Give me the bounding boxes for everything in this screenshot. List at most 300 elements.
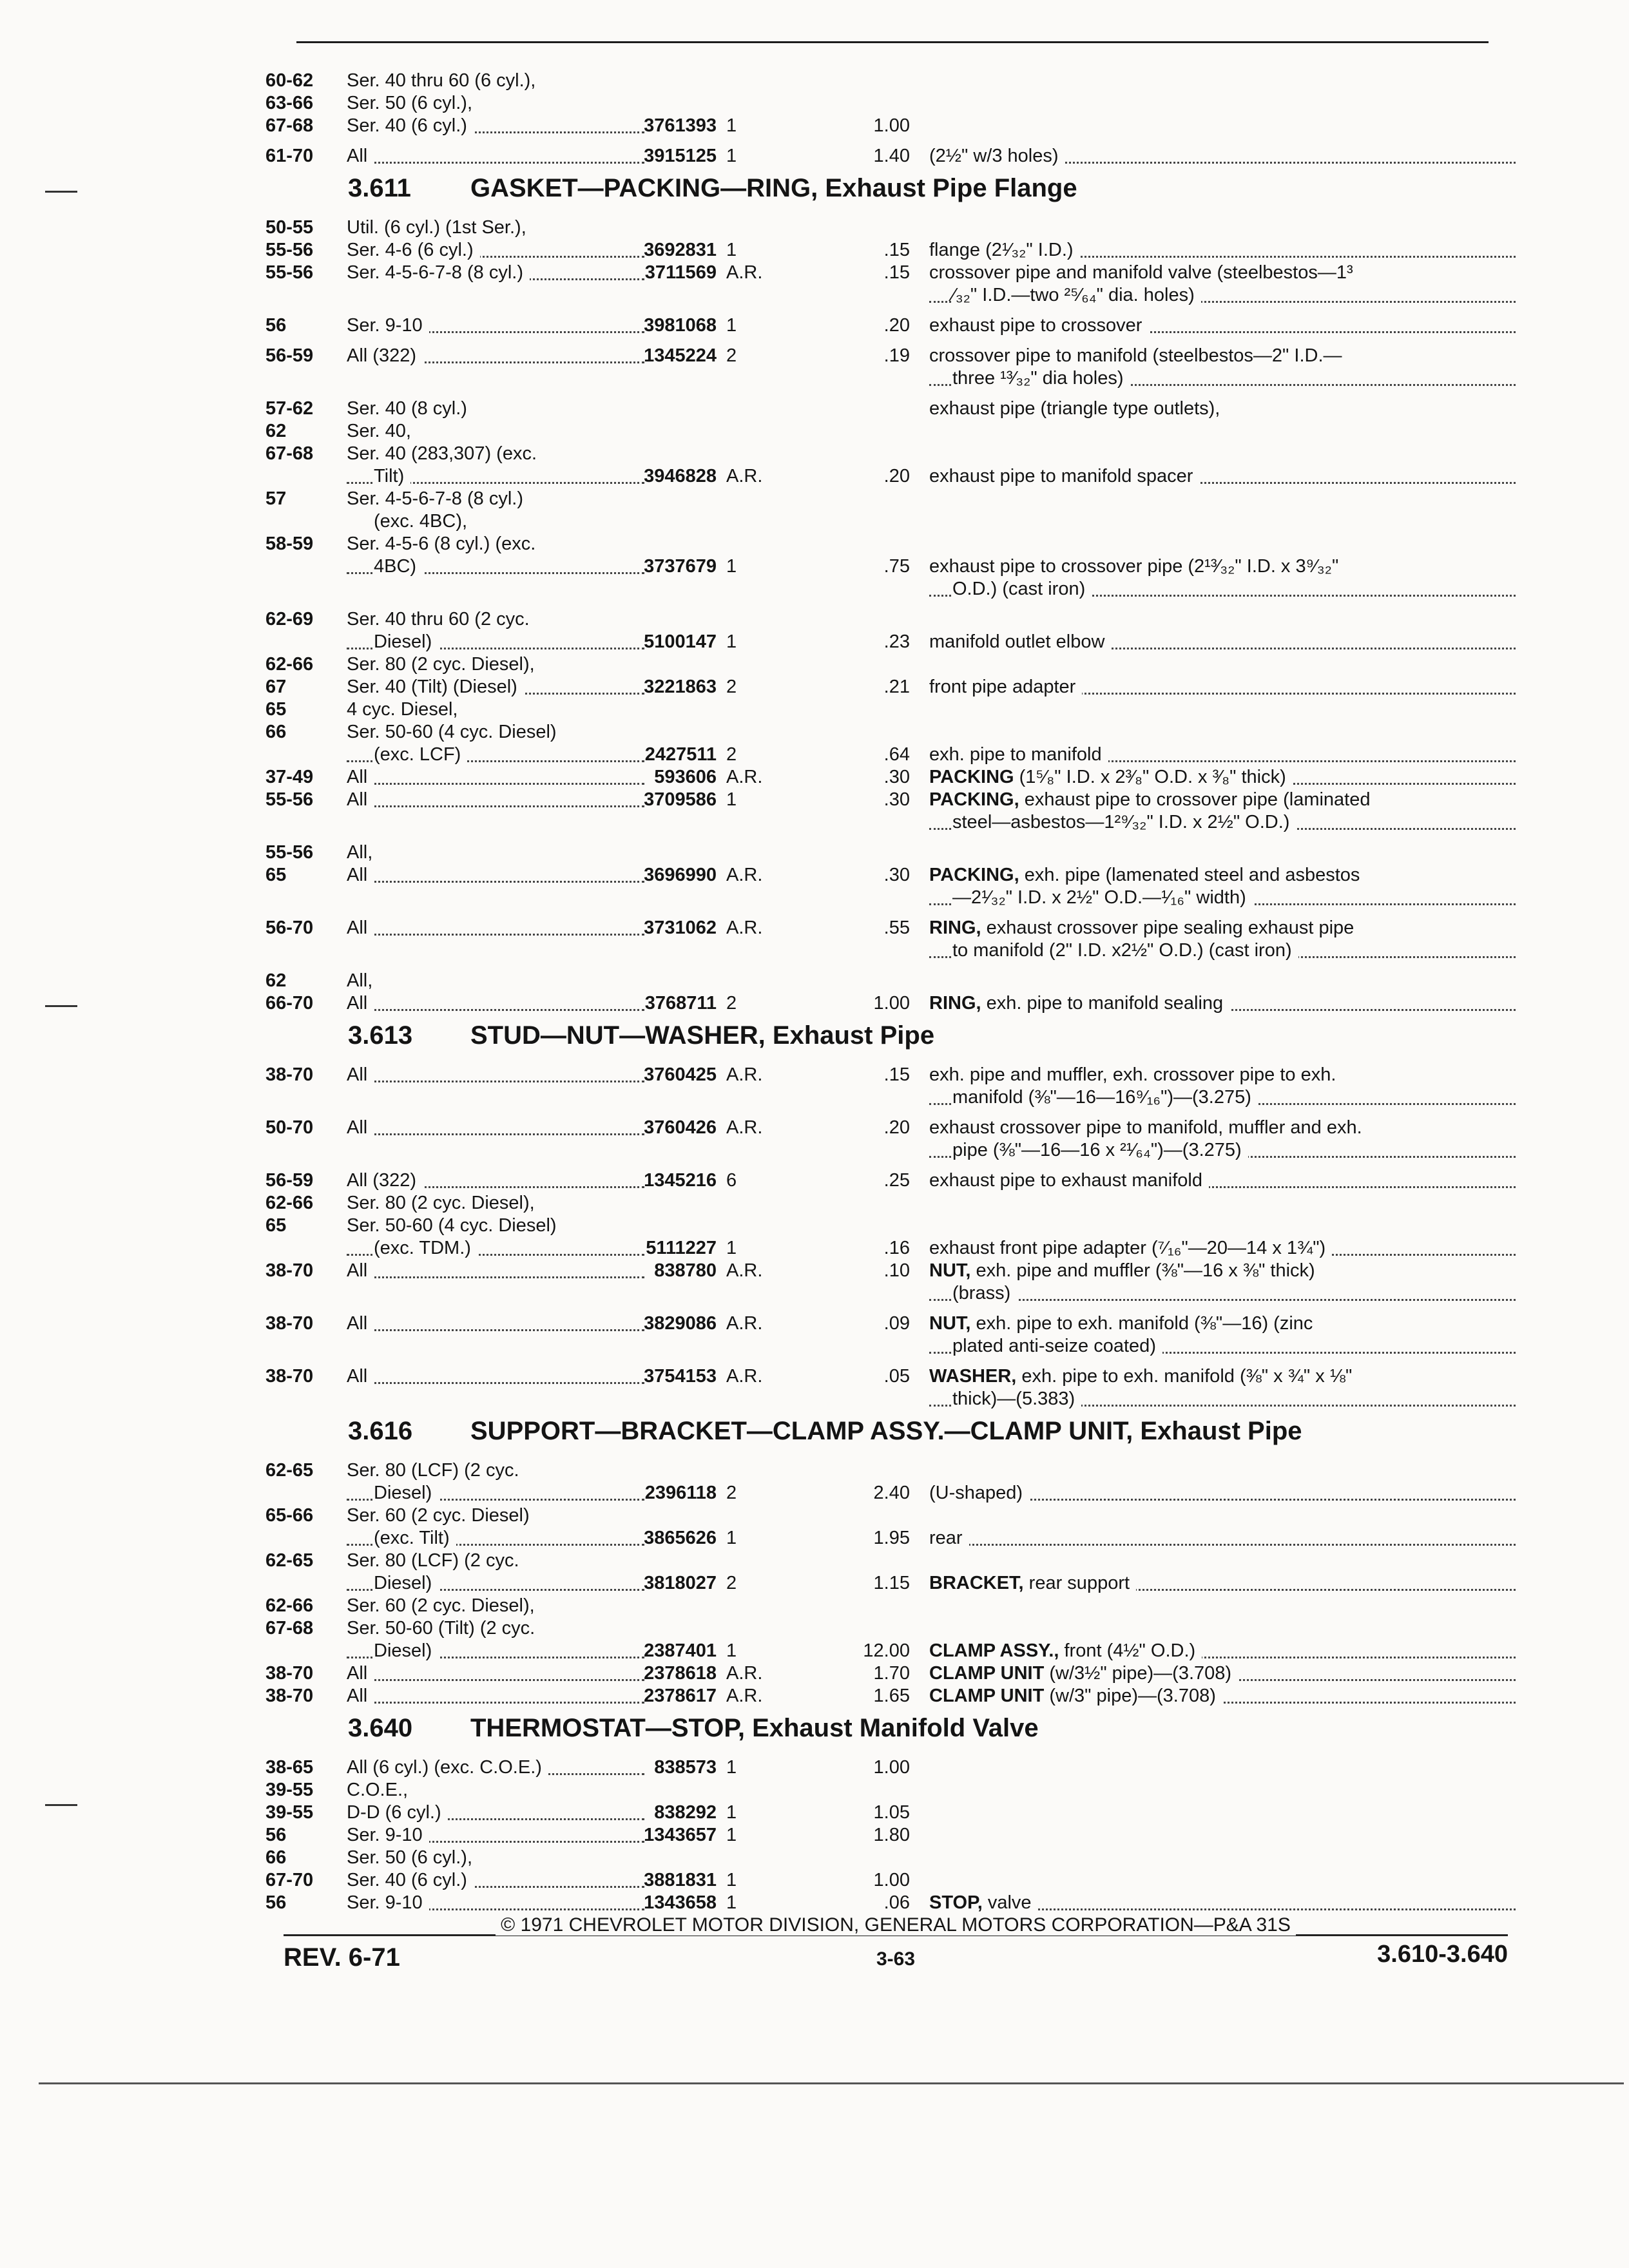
model-years: 61-70 — [265, 146, 314, 166]
part-description — [929, 1686, 1222, 1706]
part-description-cell — [929, 789, 1516, 811]
parts-line — [265, 992, 1522, 1015]
model-description: All — [347, 1313, 374, 1334]
quantity: 1 — [726, 1892, 737, 1913]
model-cell — [347, 145, 644, 168]
parts-line — [265, 284, 1522, 307]
quantity: A.R. — [726, 1663, 763, 1684]
part-description — [929, 744, 1108, 765]
model-cell — [347, 1640, 644, 1662]
part-description — [929, 1117, 1369, 1138]
model-description: Ser. 40 thru 60 (2 cyc. — [347, 609, 536, 629]
part-number: 3768711 — [644, 993, 717, 1014]
part-description-cell — [929, 766, 1516, 789]
part-description-text: manifold (⅜"—16—16⁹⁄₁₆")—(3.275) — [952, 1087, 1251, 1108]
part-description-cell — [929, 1117, 1516, 1139]
part-description — [952, 812, 1296, 832]
quantity: 2 — [726, 1483, 737, 1503]
model-description: All (322) — [347, 1170, 423, 1191]
model-cell — [347, 70, 644, 92]
leader-dots — [347, 1009, 644, 1011]
parts-line — [265, 533, 1522, 555]
section-heading — [265, 168, 1522, 209]
model-cell — [347, 1847, 644, 1869]
section-heading — [265, 1410, 1522, 1452]
model-description: All — [347, 1663, 374, 1684]
model-cell — [347, 1685, 644, 1707]
model-cell — [347, 239, 644, 262]
price: .06 — [883, 1892, 910, 1913]
part-description-cell — [929, 1169, 1516, 1192]
price: .15 — [883, 1064, 910, 1085]
model-description: C.O.E., — [347, 1780, 414, 1800]
price: 2.40 — [873, 1483, 910, 1503]
quantity: 1 — [726, 1528, 737, 1548]
part-number: 3981068 — [644, 315, 717, 336]
part-description-text: ⁄₃₂" I.D.—two ²⁵⁄₆₄" dia. holes) — [952, 285, 1195, 305]
price: .25 — [883, 1170, 910, 1191]
parts-entry — [265, 1117, 1522, 1162]
parts-entry — [265, 345, 1522, 390]
quantity: 2 — [726, 345, 737, 366]
part-number: 3221863 — [644, 677, 717, 697]
model-description: Ser. 40 thru 60 (6 cyl.), — [347, 70, 542, 91]
part-description — [929, 993, 1229, 1014]
parts-line — [265, 1139, 1522, 1162]
part-number: 3709586 — [644, 789, 717, 810]
part-description-cell — [929, 864, 1516, 887]
model-years: 38-70 — [265, 1366, 314, 1387]
copyright-text: © 1971 CHEVROLET MOTOR DIVISION, GENERAL MOTORS CORPORATION—P&A 31S — [496, 1914, 1296, 1936]
parts-line — [265, 1388, 1522, 1410]
part-description — [929, 262, 1360, 283]
model-cell — [347, 1504, 644, 1527]
model-years: 38-70 — [265, 1064, 314, 1085]
model-cell — [347, 608, 644, 631]
leader-dots — [347, 1081, 644, 1082]
price: 1.00 — [873, 1870, 910, 1890]
model-description: Ser. 80 (LCF) (2 cyc. — [347, 1460, 526, 1481]
model-cell — [347, 789, 644, 811]
model-cell — [347, 1892, 644, 1914]
price: .23 — [883, 631, 910, 652]
parts-line — [265, 1169, 1522, 1192]
part-description-text: —2¹⁄₃₂" I.D. x 2½" O.D.—¹⁄₁₆" width) — [952, 887, 1246, 908]
model-cell — [347, 721, 644, 744]
parts-entry — [265, 1756, 1522, 1914]
part-description — [929, 1064, 1342, 1085]
part-keyword: NUT, — [929, 1313, 971, 1334]
model-years: 50-70 — [265, 1117, 314, 1138]
part-description-text: (w/3" pipe)—(3.708) — [1044, 1686, 1216, 1706]
model-cell — [347, 744, 644, 766]
part-description-text: (brass) — [952, 1283, 1011, 1303]
price: .20 — [883, 1117, 910, 1138]
model-years: 66 — [265, 722, 287, 742]
parts-line — [265, 1824, 1522, 1847]
parts-line — [265, 970, 1522, 992]
model-cell — [347, 1779, 644, 1802]
quantity: 1 — [726, 631, 737, 652]
part-description — [929, 1170, 1209, 1191]
parts-line — [265, 1335, 1522, 1358]
part-description-cell — [929, 1139, 1516, 1162]
part-number: 3881831 — [644, 1870, 717, 1890]
leader-dots — [347, 881, 644, 883]
parts-line — [265, 1527, 1522, 1550]
model-description: Ser. 50-60 (4 cyc. Diesel) — [347, 1215, 563, 1236]
parts-line — [265, 1459, 1522, 1482]
model-cell — [347, 420, 644, 443]
part-keyword: CLAMP UNIT — [929, 1663, 1045, 1684]
part-description-cell — [929, 145, 1516, 168]
part-description-text: rear support — [1023, 1573, 1130, 1593]
leader-dots — [929, 1299, 1516, 1301]
model-cell — [347, 1064, 644, 1086]
part-number: 2378617 — [644, 1686, 717, 1706]
model-years: 60-62 — [265, 70, 314, 91]
parts-line — [265, 345, 1522, 367]
part-number: 2427511 — [644, 744, 717, 765]
model-years: 55-56 — [265, 262, 314, 283]
part-description — [929, 1483, 1029, 1503]
parts-line — [265, 555, 1522, 578]
page-footer — [284, 1912, 1508, 1983]
model-description: Ser. 40 (8 cyl.) — [347, 398, 474, 419]
leader-dots — [347, 934, 644, 936]
part-description-cell — [929, 1064, 1516, 1086]
part-number: 1345224 — [644, 345, 717, 366]
price: 1.00 — [873, 993, 910, 1014]
part-description-cell — [929, 1640, 1516, 1662]
part-description-text: exhaust pipe to crossover pipe (2¹³⁄₃₂" I.D. x 3⁹⁄₃₂" — [929, 556, 1339, 577]
quantity: 2 — [726, 1573, 737, 1593]
quantity: A.R. — [726, 918, 763, 938]
model-cell — [347, 1572, 644, 1595]
price: 1.80 — [873, 1825, 910, 1845]
model-years: 57 — [265, 488, 287, 509]
part-description-text: pipe (⅜"—16—16 x ²¹⁄₆₄")—(3.275) — [952, 1140, 1242, 1160]
model-description: Ser. 4-6 (6 cyl.) — [347, 240, 480, 260]
quantity: 1 — [726, 789, 737, 810]
quantity: A.R. — [726, 1313, 763, 1334]
price: .05 — [883, 1366, 910, 1387]
parts-entry — [265, 1064, 1522, 1109]
model-description: All — [347, 1117, 374, 1138]
section-title: THERMOSTAT—STOP, Exhaust Manifold Valve — [470, 1714, 1039, 1742]
part-description-cell — [929, 555, 1516, 578]
quantity: 1 — [726, 1802, 737, 1823]
part-keyword: STOP, — [929, 1892, 983, 1913]
model-years: 38-70 — [265, 1260, 314, 1281]
model-description: All, — [347, 970, 379, 991]
parts-line — [265, 314, 1522, 337]
part-description — [929, 466, 1199, 486]
part-description-cell — [929, 1365, 1516, 1388]
model-description: D-D (6 cyl.) — [347, 1802, 448, 1823]
part-description — [929, 1892, 1038, 1913]
part-number: 3711569 — [644, 262, 717, 283]
part-number: 3731062 — [644, 918, 717, 938]
price: 1.15 — [873, 1573, 910, 1593]
model-cell — [347, 1459, 644, 1482]
part-number: 5111227 — [646, 1238, 717, 1258]
part-description-text: rear — [929, 1528, 963, 1548]
part-description — [929, 767, 1293, 787]
leader-dots — [347, 783, 644, 785]
parts-entry — [265, 608, 1522, 834]
quantity: 2 — [726, 677, 737, 697]
model-cell — [347, 864, 644, 887]
price: .20 — [883, 315, 910, 336]
part-description — [952, 1336, 1162, 1356]
model-cell — [347, 841, 644, 864]
parts-line — [265, 1550, 1522, 1572]
model-description: Ser. 9-10 — [347, 315, 429, 336]
part-number: 3915125 — [644, 146, 717, 166]
bottom-rule — [39, 2082, 1624, 2084]
part-description-text: exhaust pipe to exhaust manifold — [929, 1170, 1202, 1191]
part-description-text: front (4½" O.D.) — [1059, 1640, 1196, 1661]
part-number: 3737679 — [644, 556, 717, 577]
part-description-text: flange (2¹⁄₃₂" I.D.) — [929, 240, 1074, 260]
part-description — [929, 1663, 1238, 1684]
part-description-text: exh. pipe to manifold sealing — [981, 993, 1224, 1014]
model-description: (exc. LCF) — [374, 744, 467, 765]
quantity: A.R. — [726, 1686, 763, 1706]
model-cell — [347, 398, 644, 420]
price: .21 — [883, 677, 910, 697]
model-description: All — [347, 993, 374, 1014]
part-number: 2396118 — [644, 1483, 717, 1503]
model-description: All — [347, 146, 374, 166]
section-number: 3.611 — [348, 174, 411, 202]
part-description-text: three ¹³⁄₃₂" dia holes) — [952, 368, 1124, 389]
parts-line — [265, 510, 1522, 533]
model-cell — [347, 510, 644, 533]
part-number: 3946828 — [644, 466, 717, 486]
part-keyword: PACKING, — [929, 865, 1019, 885]
price: .10 — [883, 1260, 910, 1281]
part-description-cell — [929, 631, 1516, 653]
section-heading — [265, 1015, 1522, 1056]
quantity: 1 — [726, 1640, 737, 1661]
part-number: 3696990 — [644, 865, 717, 885]
part-description — [929, 315, 1148, 336]
part-description-text: exhaust pipe to crossover pipe (laminated — [1019, 789, 1371, 810]
model-cell — [347, 992, 644, 1015]
model-description: 4 cyc. Diesel, — [347, 699, 464, 720]
model-description: Ser. 4-5-6-7-8 (8 cyl.) — [347, 488, 530, 509]
model-years: 57-62 — [265, 398, 314, 419]
parts-line — [265, 1064, 1522, 1086]
part-number: 838292 — [654, 1802, 717, 1823]
part-number: 1343658 — [644, 1892, 717, 1913]
part-number: 3760426 — [644, 1117, 717, 1138]
model-description: Ser. 50 (6 cyl.), — [347, 93, 479, 113]
model-cell — [347, 698, 644, 721]
model-years: 38-65 — [265, 1757, 314, 1778]
part-description-cell — [929, 887, 1516, 909]
price: .64 — [883, 744, 910, 765]
model-cell — [347, 1117, 644, 1139]
part-description-text: thick)—(5.383) — [952, 1389, 1075, 1409]
model-years: 62 — [265, 421, 287, 441]
parts-entry — [265, 70, 1522, 137]
leader-dots — [347, 1329, 644, 1331]
part-description — [952, 285, 1201, 305]
part-description-text: exh. pipe and muffler, exh. crossover pipe to exh. — [929, 1064, 1336, 1085]
parts-line — [265, 1662, 1522, 1685]
model-cell — [347, 631, 644, 653]
leader-dots — [347, 1133, 644, 1135]
model-years: 56 — [265, 1825, 287, 1845]
part-description-cell — [929, 917, 1516, 939]
part-description — [929, 556, 1345, 577]
part-description-text: exhaust front pipe adapter (⁷⁄₁₆"—20—14 x 1¾") — [929, 1238, 1326, 1258]
parts-entry — [265, 1169, 1522, 1305]
parts-entry — [265, 145, 1522, 168]
model-years: 56-59 — [265, 345, 314, 366]
part-description — [929, 865, 1366, 885]
model-cell — [347, 262, 644, 284]
model-cell — [347, 1169, 644, 1192]
model-years: 50-55 — [265, 217, 314, 238]
part-description-text: O.D.) (cast iron) — [952, 579, 1086, 599]
model-cell — [347, 345, 644, 367]
model-description: All — [347, 1366, 374, 1387]
model-description: Ser. 50-60 (Tilt) (2 cyc. — [347, 1618, 541, 1639]
part-description-text: (w/3½" pipe)—(3.708) — [1044, 1663, 1232, 1684]
quantity: 1 — [726, 1238, 737, 1258]
parts-line — [265, 92, 1522, 115]
part-number: 838780 — [654, 1260, 717, 1281]
model-cell — [347, 1312, 644, 1335]
part-description-cell — [929, 398, 1516, 420]
model-description: All (322) — [347, 345, 423, 366]
part-description — [952, 940, 1298, 961]
part-description — [929, 1313, 1319, 1334]
parts-line — [265, 1869, 1522, 1892]
section-title: STUD—NUT—WASHER, Exhaust Pipe — [470, 1021, 935, 1050]
price: 1.70 — [873, 1663, 910, 1684]
price: 1.00 — [873, 115, 910, 136]
model-description: All, — [347, 842, 379, 863]
part-description-cell — [929, 465, 1516, 488]
part-description-text: valve — [982, 1892, 1032, 1913]
parts-line — [265, 653, 1522, 676]
section-range: 3.610-3.640 — [1377, 1941, 1508, 1968]
model-cell — [347, 1550, 644, 1572]
parts-line — [265, 1312, 1522, 1335]
parts-line — [265, 744, 1522, 766]
part-description — [929, 1366, 1358, 1387]
model-years: 56 — [265, 315, 287, 336]
model-years: 38-70 — [265, 1313, 314, 1334]
model-cell — [347, 533, 644, 555]
model-years: 55-56 — [265, 789, 314, 810]
parts-line — [265, 841, 1522, 864]
quantity: 1 — [726, 1825, 737, 1845]
parts-line — [265, 420, 1522, 443]
quantity: 1 — [726, 1870, 737, 1890]
model-description: Ser. 9-10 — [347, 1892, 429, 1913]
model-cell — [347, 1662, 644, 1685]
part-description-text: exh. pipe (lamenated steel and asbestos — [1019, 865, 1360, 885]
model-description: Ser. 50-60 (4 cyc. Diesel) — [347, 722, 563, 742]
part-number: 593606 — [654, 767, 717, 787]
quantity: A.R. — [726, 1260, 763, 1281]
part-description-cell — [929, 345, 1516, 367]
margin-mark — [45, 191, 77, 193]
parts-line — [265, 766, 1522, 789]
part-description-text: to manifold (2" I.D. x2½" O.D.) (cast iron) — [952, 940, 1292, 961]
parts-line — [265, 631, 1522, 653]
parts-line — [265, 1685, 1522, 1707]
model-description: Util. (6 cyl.) (1st Ser.), — [347, 217, 533, 238]
parts-line — [265, 917, 1522, 939]
parts-line — [265, 939, 1522, 962]
price: .09 — [883, 1313, 910, 1334]
revision-label: REV. 6-71 — [284, 1943, 400, 1972]
price: 1.40 — [873, 146, 910, 166]
model-years: 62-66 — [265, 654, 314, 675]
model-description: (exc. 4BC), — [374, 511, 474, 532]
model-years: 65-66 — [265, 1505, 314, 1526]
quantity: A.R. — [726, 1366, 763, 1387]
parts-line — [265, 721, 1522, 744]
parts-line — [265, 1215, 1522, 1237]
parts-line — [265, 1086, 1522, 1109]
quantity: 1 — [726, 315, 737, 336]
part-description-text: exhaust crossover pipe sealing exhaust pipe — [981, 918, 1354, 938]
model-description: Ser. 4-5-6 (8 cyl.) (exc. — [347, 533, 542, 554]
parts-line — [265, 1756, 1522, 1779]
price: 1.65 — [873, 1686, 910, 1706]
part-description-cell — [929, 1237, 1516, 1260]
part-description — [929, 1260, 1322, 1281]
model-cell — [347, 917, 644, 939]
part-number: 3818027 — [644, 1573, 717, 1593]
model-description: Ser. 50 (6 cyl.), — [347, 1847, 479, 1868]
parts-line — [265, 443, 1522, 465]
model-cell — [347, 115, 644, 137]
parts-line — [265, 262, 1522, 284]
part-number: 1343657 — [644, 1825, 717, 1845]
model-cell — [347, 488, 644, 510]
parts-entry — [265, 917, 1522, 962]
part-description — [929, 1238, 1332, 1258]
part-keyword: CLAMP UNIT — [929, 1686, 1045, 1706]
part-description-text: (1⁵⁄₈" I.D. x 2³⁄₈" O.D. x ³⁄₈" thick) — [1014, 767, 1286, 787]
part-keyword: WASHER, — [929, 1366, 1017, 1387]
part-description-cell — [929, 1312, 1516, 1335]
catalog-section — [265, 168, 1522, 1015]
part-description-cell — [929, 1527, 1516, 1550]
model-years: 62-65 — [265, 1550, 314, 1571]
model-description: Ser. 9-10 — [347, 1825, 429, 1845]
model-years: 56 — [265, 1892, 287, 1913]
parts-line — [265, 1192, 1522, 1215]
model-description: Diesel) — [374, 1640, 438, 1661]
quantity: A.R. — [726, 865, 763, 885]
catalog-section — [265, 70, 1522, 168]
parts-catalog — [265, 70, 1522, 1914]
section-number: 3.613 — [348, 1021, 413, 1050]
parts-line — [265, 115, 1522, 137]
part-description-text: (2½" w/3 holes) — [929, 146, 1059, 166]
parts-entry — [265, 1459, 1522, 1707]
